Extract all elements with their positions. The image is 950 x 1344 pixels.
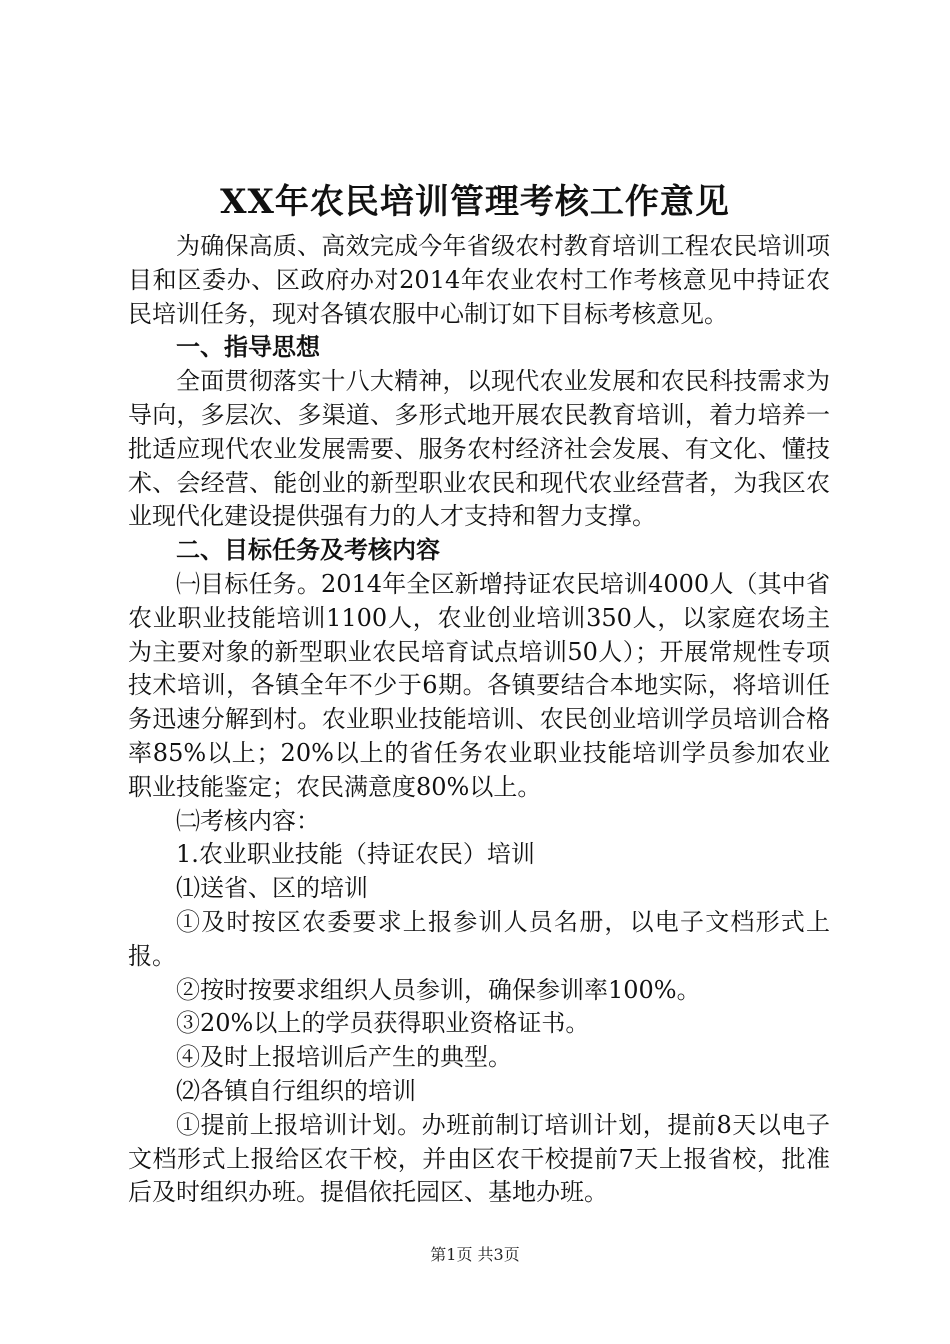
list-item: ②按时按要求组织人员参训，确保参训率100%。: [176, 975, 701, 1004]
assessment-content-label: ㈡考核内容：: [176, 806, 320, 835]
subitem-town-training: ⑵各镇自行组织的培训: [176, 1076, 416, 1105]
subitem-province-district-training: ⑴送省、区的培训: [176, 874, 368, 903]
list-item: ③20%以上的学员获得职业资格证书。: [176, 1009, 590, 1038]
list-item: ④及时上报培训后产生的典型。: [176, 1043, 512, 1072]
document-body: [128, 230, 830, 1210]
section-heading-targets: 二、目标任务及考核内容: [176, 536, 440, 565]
intro-paragraph: 为确保高质、高效完成今年省级农村教育培训工程农民培训项目和区委办、区政府办对2014年农业农村工作考核意见中持证农民培训任务，现对各镇农服中心制订如下目标考核意见。: [128, 232, 830, 328]
item-vocational-training: 1.农业职业技能（持证农民）培训: [176, 840, 535, 869]
list-item: ①及时按区农委要求上报参训人员名册，以电子文档形式上报。: [128, 907, 830, 970]
targets-paragraph: ㈠目标任务。2014年全区新增持证农民培训4000人（其中省农业职业技能培训1100人，农业创业培训350人，以家庭农场主为主要对象的新型职业农民培育试点培训50人）；开展常规性专项技术培训，各镇全年不少于6期。各镇要结合本地实际，将培训任务迅速分解到村。农业职业技能培训、农民创业培训学员培训合格率85%以上；20%以上的省任务农业职业技能培训学员参加农业职业技能鉴定；农民满意度80%以上。: [128, 569, 830, 801]
page-number-footer: 第1页 共3页: [430, 1245, 520, 1264]
document-title: XX年农民培训管理考核工作意见: [220, 182, 730, 222]
guiding-ideology-paragraph: 全面贯彻落实十八大精神，以现代农业发展和农民科技需求为导向，多层次、多渠道、多形式地开展农民教育培训，着力培养一批适应现代农业发展需要、服务农村经济社会发展、有文化、懂技术、会经营、能创业的新型职业农民和现代农业经营者，为我区农业现代化建设提供强有力的人才支持和智力支撑。: [128, 367, 830, 531]
section-heading-guiding-ideology: 一、指导思想: [176, 333, 320, 362]
list-item: ①提前上报培训计划。办班前制订培训计划，提前8天以电子文档形式上报给区农干校，并由区农干校提前7天上报省校，批准后及时组织办班。提倡依托园区、基地办班。: [128, 1110, 830, 1207]
